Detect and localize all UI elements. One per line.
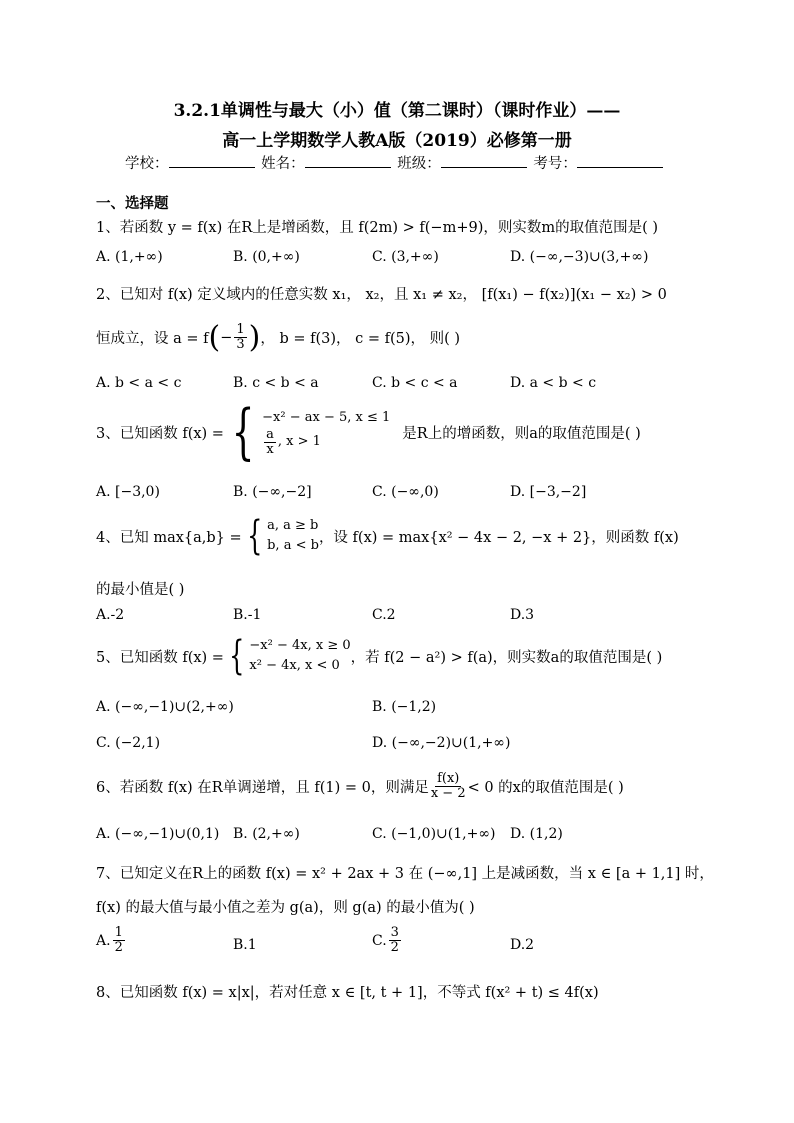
q7-option-c-frac — [389, 926, 401, 955]
name-label: 姓名： — [261, 156, 305, 172]
q2-frac-num: 1 — [236, 322, 245, 337]
section-heading: 一、选择题 — [96, 195, 169, 212]
q2-minus: − — [220, 329, 233, 346]
q2-option-d[interactable]: D. a < b < c — [510, 375, 597, 391]
q5-option-d[interactable]: D. (−∞,−2)∪(1,+∞) — [372, 735, 511, 751]
q4-option-c[interactable]: C.2 — [372, 607, 396, 623]
q6-pre: 6、若函数 f(x) 在R单调递增，且 f(1) = 0，则满足 — [96, 780, 429, 796]
q7-option-c-den: 2 — [390, 940, 399, 955]
q4-brace: { — [246, 513, 263, 559]
q5-post: ，若 f(2 − a²) > f(a)，则实数a的取值范围是( ) — [350, 649, 663, 666]
q2-frac-den: 3 — [236, 337, 245, 352]
question-4 — [96, 513, 679, 559]
q2-open-paren: ( — [208, 320, 221, 355]
student-info-row — [125, 152, 665, 173]
q7-option-a-den: 2 — [114, 940, 123, 955]
q2-option-c[interactable]: C. b < c < a — [372, 375, 458, 391]
class-field[interactable] — [441, 153, 527, 168]
question-1: 1、若函数 y = f(x) 在R上是增函数，且 f(2m) > f(−m+9)，则实数m的取值范围是( ) — [96, 220, 659, 236]
q5-option-b[interactable]: B. (−1,2) — [372, 699, 437, 715]
q4-cases — [267, 516, 319, 556]
q2-fraction — [234, 323, 246, 352]
q2-option-b[interactable]: B. c < b < a — [233, 375, 319, 391]
q4-piecewise — [242, 513, 319, 559]
question-8: 8、已知函数 f(x) = x|x|，若对任意 x ∈ [t, t + 1]，不等式 f(x² + t) ≤ 4f(x) — [96, 985, 599, 1001]
q7-option-a-frac — [113, 926, 125, 955]
q3-option-b[interactable]: B. (−∞,−2] — [233, 484, 312, 500]
q3-case2-frac — [264, 428, 276, 457]
q2-option-a[interactable]: A. b < a < c — [96, 375, 182, 391]
q3-option-c[interactable]: C. (−∞,0) — [372, 484, 439, 500]
question-3 — [96, 397, 641, 467]
question-2-line2 — [96, 320, 460, 355]
q5-piecewise — [224, 633, 351, 679]
q7-option-d[interactable]: D.2 — [510, 937, 535, 953]
name-field[interactable] — [305, 153, 391, 168]
q1-option-d[interactable]: D. (−∞,−3)∪(3,+∞) — [510, 249, 649, 265]
school-label: 学校： — [125, 156, 169, 172]
q3-cases — [262, 408, 390, 457]
question-4-line2: 的最小值是( ) — [96, 582, 185, 598]
q2-line2-pre: 恒成立，设 a = f — [96, 331, 209, 347]
q5-option-a[interactable]: A. (−∞,−1)∪(2,+∞) — [96, 699, 234, 715]
q6-option-c[interactable]: C. (−1,0)∪(1,+∞) — [372, 826, 496, 842]
q2-line2-post: ， b = f(3)， c = f(5)， 则( ) — [260, 331, 461, 347]
class-label: 班级： — [397, 156, 441, 172]
q3-case2-num: a — [266, 426, 274, 442]
q5-case2: x² − 4x, x < 0 — [249, 658, 340, 673]
q6-option-b[interactable]: B. (2,+∞) — [233, 826, 300, 842]
question-6 — [96, 772, 624, 801]
q6-post: < 0 的x的取值范围是( ) — [467, 780, 624, 796]
q7-option-b[interactable]: B.1 — [233, 937, 257, 953]
q1-option-c[interactable]: C. (3,+∞) — [372, 249, 439, 265]
q5-brace: { — [229, 633, 245, 679]
q3-option-a[interactable]: A. [−3,0) — [96, 484, 160, 500]
q5-cases — [249, 636, 350, 676]
q4-case2: b, a < b — [267, 538, 319, 553]
q3-option-d[interactable]: D. [−3,−2] — [510, 484, 587, 500]
question-7-line1: 7、已知定义在R上的函数 f(x) = x² + 2ax + 3 在 (−∞,1] 上是减函数，当 x ∈ [a + 1,1] 时， — [96, 866, 714, 882]
q4-case1: a, a ≥ b — [267, 518, 319, 533]
question-2-line1: 2、已知对 f(x) 定义域内的任意实数 x₁， x₂，且 x₁ ≠ x₂， [f(x₁) − f(x₂)](x₁ − x₂) > 0 — [96, 287, 667, 303]
q4-option-a[interactable]: A.-2 — [96, 607, 125, 623]
q4-post: ，设 f(x) = max{x² − 4x − 2, −x + 2}，则函数 f(x) — [318, 529, 679, 546]
q5-option-c[interactable]: C. (−2,1) — [96, 735, 161, 751]
question-5 — [96, 633, 663, 679]
doc-title-line1: 3.2.1单调性与最大（小）值（第二课时）（课时作业）—— — [173, 101, 621, 121]
q1-option-a[interactable]: A. (1,+∞) — [96, 249, 163, 265]
q1-option-b[interactable]: B. (0,+∞) — [233, 249, 300, 265]
number-field[interactable] — [577, 153, 663, 168]
q6-option-a[interactable]: A. (−∞,−1)∪(0,1) — [96, 826, 220, 842]
q5-case1: −x² − 4x, x ≥ 0 — [249, 638, 351, 653]
q4-option-d[interactable]: D.3 — [510, 607, 535, 623]
q6-frac-den: x − 2 — [430, 786, 466, 801]
q3-case2-post: , x > 1 — [277, 434, 321, 449]
number-label: 考号： — [533, 156, 577, 172]
question-7-line2: f(x) 的最大值与最小值之差为 g(a)，则 g(a) 的最小值为( ) — [96, 900, 475, 916]
doc-title-line2: 高一上学期数学人教A版（2019）必修第一册 — [222, 131, 572, 151]
q3-case2-den: x — [266, 441, 274, 457]
q7-option-c-label: C. — [372, 932, 387, 949]
q6-frac-num: f(x) — [437, 771, 460, 786]
q7-option-a[interactable] — [96, 926, 127, 955]
q7-option-a-num: 1 — [114, 925, 123, 940]
school-field[interactable] — [169, 153, 255, 168]
q7-option-c[interactable] — [372, 926, 403, 955]
q6-fraction — [431, 772, 466, 801]
q3-post: 是R上的增函数，则a的取值范围是( ) — [402, 425, 641, 442]
q3-pre: 3、已知函数 f(x) = — [96, 425, 224, 442]
q4-option-b[interactable]: B.-1 — [233, 607, 262, 623]
q4-pre: 4、已知 max{a,b} = — [96, 529, 242, 546]
q3-case2 — [262, 428, 390, 457]
q7-option-a-label: A. — [96, 932, 111, 949]
q3-brace: { — [231, 397, 255, 467]
q3-piecewise — [224, 397, 391, 467]
q6-option-d[interactable]: D. (1,2) — [510, 826, 563, 842]
q2-close-paren: ) — [248, 320, 261, 355]
q5-pre: 5、已知函数 f(x) = — [96, 649, 224, 666]
q3-case1: −x² − ax − 5, x ≤ 1 — [262, 409, 391, 425]
q7-option-c-num: 3 — [390, 925, 399, 940]
